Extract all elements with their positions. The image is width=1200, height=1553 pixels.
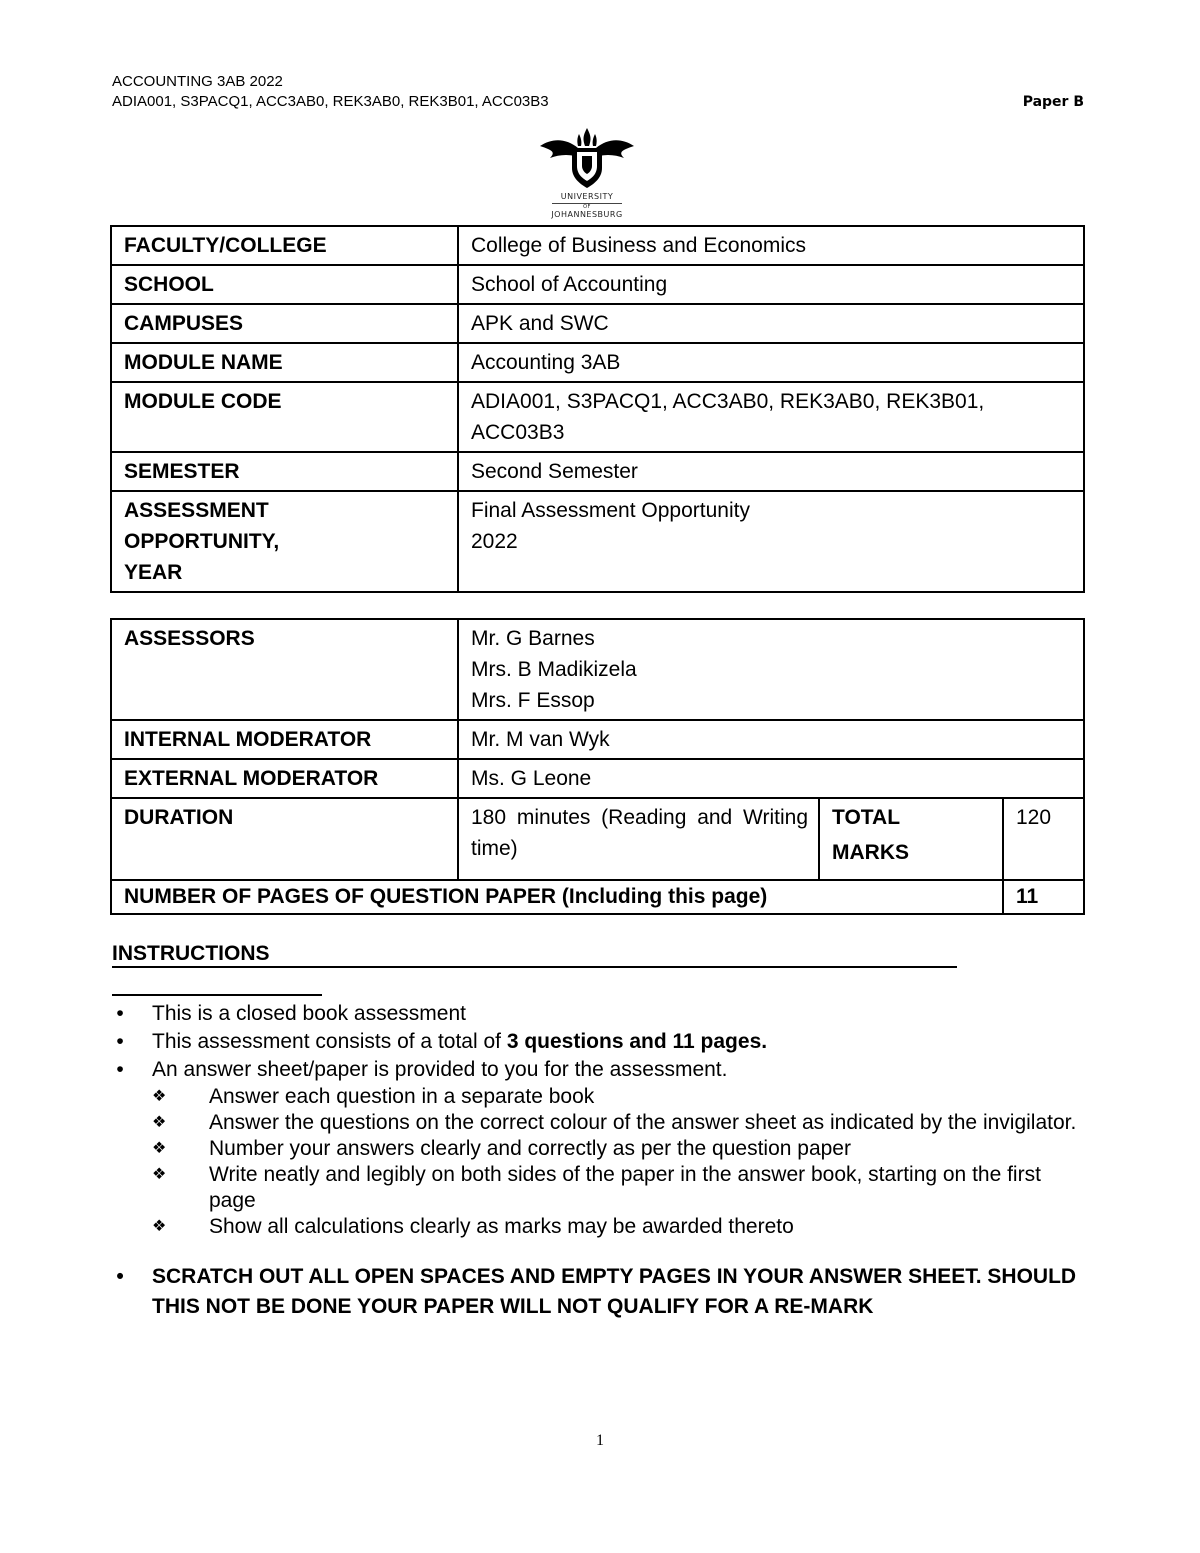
sub-list-item [112,1136,1087,1162]
school-label: SCHOOL [111,265,458,304]
semester-label: SEMESTER [111,452,458,491]
instruction-text-bold: 3 questions and 11 pages. [506,1030,768,1053]
external-moderator-label: EXTERNAL MODERATOR [111,759,458,798]
pages-label: NUMBER OF PAGES OF QUESTION PAPER (Including this page) [111,880,1003,914]
school-value: School of Accounting [458,265,1084,304]
module-codes-header: ADIA001, S3PACQ1, ACC3AB0, REK3AB0, REK3B01, ACC03B3 [112,93,549,110]
bullet-icon: • [116,1030,124,1053]
total-marks-value: 120 [1003,798,1084,880]
duration-label: DURATION [111,798,458,880]
sub-instruction-text: Answer each question in a separate book [209,1085,595,1108]
diamond-bullet-icon: ❖ [152,1088,167,1105]
university-crest-icon [532,124,642,192]
pages-value: 11 [1003,880,1084,914]
heading-underline [112,966,957,968]
internal-moderator-label: INTERNAL MODERATOR [111,720,458,759]
instruction-text: This is a closed book assessment [152,1002,466,1025]
table-row [111,452,1084,491]
assessment-label-line1: ASSESSMENT [124,499,269,522]
table-row [111,226,1084,265]
assessors-value [458,619,1084,720]
table-row [111,798,1084,880]
module-code-label: MODULE CODE [111,382,458,452]
faculty-label: FACULTY/COLLEGE [111,226,458,265]
bullet-icon: • [116,1265,124,1288]
external-moderator-value: Ms. G Leone [458,759,1084,798]
page-header [112,72,1084,112]
campuses-label: CAMPUSES [111,304,458,343]
table-row [111,491,1084,592]
assessment-label [111,491,458,592]
university-logo [532,124,642,224]
assessment-staff-table [110,618,1085,915]
assessor-name: Mr. G Barnes [471,627,595,650]
assessor-name: Mrs. B Madikizela [471,658,637,681]
heading-underline-short [112,994,322,996]
logo-text-of: OF [552,203,622,210]
total-marks-label-line2: MARKS [832,841,909,864]
table-row [111,343,1084,382]
total-marks-label [819,798,1003,880]
module-code-value: ADIA001, S3PACQ1, ACC3AB0, REK3AB0, REK3B01, ACC03B3 [458,382,1084,452]
diamond-bullet-icon: ❖ [152,1166,167,1183]
sub-instruction-text: Number your answers clearly and correctly as per the question paper [209,1137,851,1160]
module-info-table [110,225,1085,593]
assessment-value [458,491,1084,592]
bullet-icon: • [116,1058,124,1081]
sub-list-item [112,1162,1087,1214]
list-item [112,1000,1087,1028]
bullet-icon: • [116,1002,124,1025]
table-row [111,382,1084,452]
total-marks-label-line1: TOTAL [832,806,901,829]
semester-value: Second Semester [458,452,1084,491]
table-row [111,880,1084,914]
logo-text-university: UNIVERSITY [560,192,614,201]
table-row [111,759,1084,798]
page-number: 1 [596,1432,604,1449]
module-name-value: Accounting 3AB [458,343,1084,382]
course-title: ACCOUNTING 3AB 2022 [112,73,283,90]
table-row [111,304,1084,343]
diamond-bullet-icon: ❖ [152,1218,167,1235]
sub-list-item [112,1214,1087,1240]
duration-value [458,798,819,880]
table-row [111,265,1084,304]
list-item [112,1262,1087,1322]
internal-moderator-value: Mr. M van Wyk [458,720,1084,759]
assessor-name: Mrs. F Essop [471,689,595,712]
sub-instruction-text: Write neatly and legibly on both sides of the paper in the answer book, starting on the first page [209,1163,1041,1212]
final-warning-text: SCRATCH OUT ALL OPEN SPACES AND EMPTY PAGES IN YOUR ANSWER SHEET. SHOULD THIS NOT BE DONE YOUR PAPER WILL NOT QUALIFY FOR A RE-MARK [152,1265,1077,1318]
module-name-label: MODULE NAME [111,343,458,382]
campuses-value: APK and SWC [458,304,1084,343]
instruction-text: This assessment consists of a total of [152,1030,507,1053]
assessment-label-line3: YEAR [124,561,183,584]
assessment-value-line2: 2022 [471,530,518,553]
faculty-value: College of Business and Economics [458,226,1084,265]
logo-text-johannesburg: JOHANNESBURG [551,210,623,219]
diamond-bullet-icon: ❖ [152,1140,167,1157]
table-row [111,720,1084,759]
list-item [112,1056,1087,1084]
list-item [112,1028,1087,1056]
assessors-label: ASSESSORS [111,619,458,720]
sub-list-item [112,1110,1087,1136]
diamond-bullet-icon: ❖ [152,1114,167,1131]
instruction-text: An answer sheet/paper is provided to you for the assessment. [152,1058,728,1081]
instructions-list [112,1000,1087,1322]
table-row [111,619,1084,720]
sub-instruction-text: Show all calculations clearly as marks may be awarded thereto [209,1215,794,1238]
paper-label: Paper B [1022,94,1084,110]
sub-instruction-text: Answer the questions on the correct colour of the answer sheet as indicated by the invigilator. [209,1111,1077,1134]
assessment-value-line1: Final Assessment Opportunity [471,499,750,522]
duration-text: 180 minutes (Reading and Writing time) [471,806,808,860]
assessment-label-line2: OPPORTUNITY, [124,530,280,553]
sub-list-item [112,1084,1087,1110]
instructions-heading: INSTRUCTIONS [112,942,270,965]
